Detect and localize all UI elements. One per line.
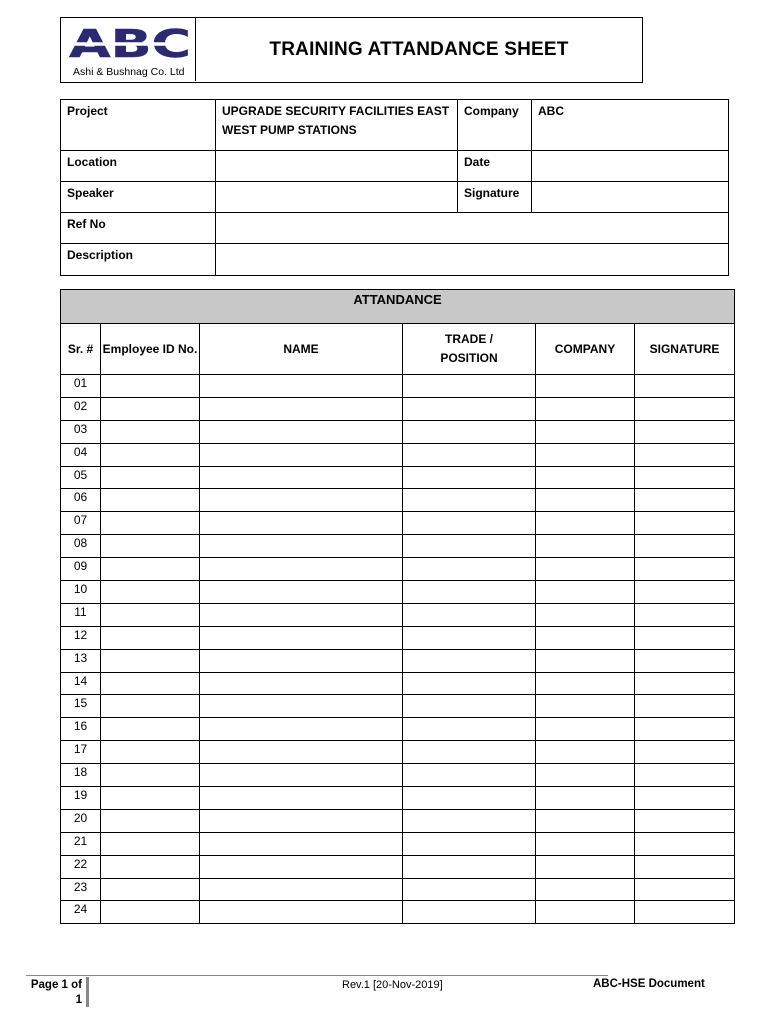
logo-text: ABC <box>69 26 191 62</box>
trade-cell[interactable] <box>403 581 536 604</box>
employee-id-cell[interactable] <box>101 878 200 901</box>
trade-cell[interactable] <box>403 558 536 581</box>
sr-cell: 12 <box>61 626 101 649</box>
signature-cell[interactable] <box>635 832 735 855</box>
table-row <box>61 878 735 901</box>
company-cell[interactable] <box>536 741 635 764</box>
company-cell[interactable] <box>536 649 635 672</box>
ref-label: Ref No <box>61 213 216 244</box>
sr-cell: 13 <box>61 649 101 672</box>
trade-cell[interactable] <box>403 626 536 649</box>
employee-id-cell[interactable] <box>101 695 200 718</box>
project-value[interactable]: UPGRADE SECURITY FACILITIES EAST WEST PUMP STATIONS <box>216 100 458 151</box>
company-cell[interactable] <box>536 397 635 420</box>
employee-id-cell[interactable] <box>101 764 200 787</box>
company-cell[interactable] <box>536 603 635 626</box>
trade-cell[interactable] <box>403 512 536 535</box>
signature-cell[interactable] <box>635 626 735 649</box>
table-row <box>61 489 735 512</box>
sr-cell: 01 <box>61 375 101 398</box>
employee-id-cell[interactable] <box>101 787 200 810</box>
table-row <box>61 901 735 924</box>
sr-cell: 22 <box>61 855 101 878</box>
table-row <box>61 787 735 810</box>
company-cell[interactable] <box>536 832 635 855</box>
employee-id-cell[interactable] <box>101 581 200 604</box>
sr-cell: 10 <box>61 581 101 604</box>
company-cell[interactable] <box>536 420 635 443</box>
employee-id-cell[interactable] <box>101 718 200 741</box>
signature-cell[interactable] <box>635 649 735 672</box>
table-row <box>61 512 735 535</box>
location-value[interactable] <box>216 151 458 182</box>
table-row <box>61 649 735 672</box>
table-row <box>61 809 735 832</box>
signature-cell[interactable] <box>635 787 735 810</box>
signature-cell[interactable] <box>635 855 735 878</box>
signature-cell[interactable] <box>635 603 735 626</box>
signature-cell[interactable] <box>635 489 735 512</box>
sr-cell: 02 <box>61 397 101 420</box>
signature-cell[interactable] <box>635 901 735 924</box>
sr-cell: 24 <box>61 901 101 924</box>
column-header-trade: TRADE / POSITION <box>403 324 536 375</box>
employee-id-cell[interactable] <box>101 649 200 672</box>
company-cell[interactable] <box>536 718 635 741</box>
employee-id-cell[interactable] <box>101 901 200 924</box>
trade-cell[interactable] <box>403 718 536 741</box>
sr-cell: 23 <box>61 878 101 901</box>
company-value[interactable]: ABC <box>532 100 729 151</box>
name-cell[interactable] <box>200 718 403 741</box>
table-row <box>61 443 735 466</box>
signature-cell[interactable] <box>635 581 735 604</box>
signature-cell[interactable] <box>635 741 735 764</box>
page-number: Page 1 of 1 <box>30 979 82 1006</box>
employee-id-cell[interactable] <box>101 832 200 855</box>
employee-id-cell[interactable] <box>101 626 200 649</box>
trade-cell[interactable] <box>403 832 536 855</box>
company-label: Company <box>458 100 532 151</box>
signature-cell[interactable] <box>635 672 735 695</box>
name-cell[interactable] <box>200 603 403 626</box>
speaker-label: Speaker <box>61 182 216 213</box>
project-info-table <box>60 99 729 276</box>
column-header-company: COMPANY <box>536 324 635 375</box>
signature-value[interactable] <box>532 182 729 213</box>
employee-id-cell[interactable] <box>101 397 200 420</box>
name-cell[interactable] <box>200 581 403 604</box>
employee-id-cell[interactable] <box>101 489 200 512</box>
trade-cell[interactable] <box>403 375 536 398</box>
employee-id-cell[interactable] <box>101 512 200 535</box>
trade-cell[interactable] <box>403 741 536 764</box>
signature-cell[interactable] <box>635 512 735 535</box>
company-cell[interactable] <box>536 672 635 695</box>
company-cell[interactable] <box>536 809 635 832</box>
sr-cell: 21 <box>61 832 101 855</box>
employee-id-cell[interactable] <box>101 603 200 626</box>
sr-cell: 11 <box>61 603 101 626</box>
name-cell[interactable] <box>200 809 403 832</box>
employee-id-cell[interactable] <box>101 558 200 581</box>
signature-cell[interactable] <box>635 443 735 466</box>
name-cell[interactable] <box>200 695 403 718</box>
sr-cell: 06 <box>61 489 101 512</box>
signature-cell[interactable] <box>635 718 735 741</box>
name-cell[interactable] <box>200 375 403 398</box>
employee-id-cell[interactable] <box>101 672 200 695</box>
trade-cell[interactable] <box>403 878 536 901</box>
company-cell[interactable] <box>536 489 635 512</box>
employee-id-cell[interactable] <box>101 466 200 489</box>
employee-id-cell[interactable] <box>101 535 200 558</box>
company-cell[interactable] <box>536 787 635 810</box>
document-code: ABC-HSE Document <box>593 978 705 990</box>
name-cell[interactable] <box>200 901 403 924</box>
name-cell[interactable] <box>200 626 403 649</box>
signature-cell[interactable] <box>635 695 735 718</box>
company-cell[interactable] <box>536 695 635 718</box>
company-logo <box>61 18 196 81</box>
signature-cell[interactable] <box>635 558 735 581</box>
table-row <box>61 764 735 787</box>
table-row <box>61 603 735 626</box>
date-label: Date <box>458 151 532 182</box>
trade-cell[interactable] <box>403 764 536 787</box>
name-cell[interactable] <box>200 512 403 535</box>
signature-cell[interactable] <box>635 397 735 420</box>
signature-cell[interactable] <box>635 466 735 489</box>
name-cell[interactable] <box>200 672 403 695</box>
name-cell[interactable] <box>200 535 403 558</box>
column-header-name: NAME <box>200 324 403 375</box>
company-cell[interactable] <box>536 855 635 878</box>
company-cell[interactable] <box>536 878 635 901</box>
employee-id-cell[interactable] <box>101 809 200 832</box>
table-row <box>61 626 735 649</box>
employee-id-cell[interactable] <box>101 443 200 466</box>
sr-cell: 07 <box>61 512 101 535</box>
name-cell[interactable] <box>200 787 403 810</box>
name-cell[interactable] <box>200 558 403 581</box>
employee-id-cell[interactable] <box>101 855 200 878</box>
signature-cell[interactable] <box>635 535 735 558</box>
sr-cell: 18 <box>61 764 101 787</box>
name-cell[interactable] <box>200 466 403 489</box>
table-row <box>61 375 735 398</box>
trade-cell[interactable] <box>403 649 536 672</box>
company-cell[interactable] <box>536 443 635 466</box>
trade-cell[interactable] <box>403 809 536 832</box>
column-header-employee-id: Employee ID No. <box>101 324 200 375</box>
table-row <box>61 466 735 489</box>
company-cell[interactable] <box>536 901 635 924</box>
name-cell[interactable] <box>200 832 403 855</box>
footer-separator <box>86 977 89 1007</box>
table-row <box>61 718 735 741</box>
trade-cell[interactable] <box>403 901 536 924</box>
sr-cell: 05 <box>61 466 101 489</box>
signature-cell[interactable] <box>635 375 735 398</box>
trade-cell[interactable] <box>403 443 536 466</box>
speaker-value[interactable] <box>216 182 458 213</box>
column-header-sr: Sr. # <box>61 324 101 375</box>
sr-cell: 15 <box>61 695 101 718</box>
table-row <box>61 695 735 718</box>
name-cell[interactable] <box>200 649 403 672</box>
trade-cell[interactable] <box>403 672 536 695</box>
attendance-table <box>60 289 735 924</box>
trade-cell[interactable] <box>403 695 536 718</box>
name-cell[interactable] <box>200 855 403 878</box>
revision-label: Rev.1 [20-Nov-2019] <box>342 979 443 991</box>
employee-id-cell[interactable] <box>101 420 200 443</box>
employee-id-cell[interactable] <box>101 741 200 764</box>
name-cell[interactable] <box>200 878 403 901</box>
description-value[interactable] <box>216 244 729 276</box>
table-row <box>61 855 735 878</box>
signature-label: Signature <box>458 182 532 213</box>
company-cell[interactable] <box>536 764 635 787</box>
company-cell[interactable] <box>536 375 635 398</box>
logo-subtitle: Ashi & Bushnag Co. Ltd <box>73 66 185 78</box>
table-row <box>61 581 735 604</box>
trade-cell[interactable] <box>403 397 536 420</box>
trade-cell[interactable] <box>403 535 536 558</box>
description-label: Description <box>61 244 216 276</box>
footer-divider <box>26 975 608 976</box>
name-cell[interactable] <box>200 764 403 787</box>
sr-cell: 17 <box>61 741 101 764</box>
trade-cell[interactable] <box>403 787 536 810</box>
trade-cell[interactable] <box>403 489 536 512</box>
sr-cell: 20 <box>61 809 101 832</box>
page-title: TRAINING ATTANDANCE SHEET <box>269 38 569 60</box>
table-row <box>61 672 735 695</box>
project-label: Project <box>61 100 216 151</box>
sr-cell: 16 <box>61 718 101 741</box>
attendance-title: ATTANDANCE <box>61 290 735 324</box>
signature-cell[interactable] <box>635 420 735 443</box>
trade-cell[interactable] <box>403 855 536 878</box>
company-cell[interactable] <box>536 535 635 558</box>
signature-cell[interactable] <box>635 809 735 832</box>
location-label: Location <box>61 151 216 182</box>
table-row <box>61 420 735 443</box>
trade-cell[interactable] <box>403 466 536 489</box>
company-cell[interactable] <box>536 466 635 489</box>
document-header <box>60 17 643 83</box>
table-row <box>61 535 735 558</box>
company-cell[interactable] <box>536 558 635 581</box>
sr-cell: 03 <box>61 420 101 443</box>
table-row <box>61 741 735 764</box>
name-cell[interactable] <box>200 741 403 764</box>
name-cell[interactable] <box>200 443 403 466</box>
signature-cell[interactable] <box>635 764 735 787</box>
signature-cell[interactable] <box>635 878 735 901</box>
company-cell[interactable] <box>536 626 635 649</box>
column-header-signature: SIGNATURE <box>635 324 735 375</box>
abc-logo-mark <box>69 26 193 62</box>
table-row <box>61 558 735 581</box>
sr-cell: 09 <box>61 558 101 581</box>
name-cell[interactable] <box>200 420 403 443</box>
table-row <box>61 832 735 855</box>
company-cell[interactable] <box>536 581 635 604</box>
sr-cell: 04 <box>61 443 101 466</box>
name-cell[interactable] <box>200 489 403 512</box>
trade-cell[interactable] <box>403 420 536 443</box>
trade-cell[interactable] <box>403 603 536 626</box>
ref-value[interactable] <box>216 213 729 244</box>
sr-cell: 19 <box>61 787 101 810</box>
sr-cell: 14 <box>61 672 101 695</box>
date-value[interactable] <box>532 151 729 182</box>
employee-id-cell[interactable] <box>101 375 200 398</box>
sr-cell: 08 <box>61 535 101 558</box>
table-row <box>61 397 735 420</box>
name-cell[interactable] <box>200 397 403 420</box>
company-cell[interactable] <box>536 512 635 535</box>
